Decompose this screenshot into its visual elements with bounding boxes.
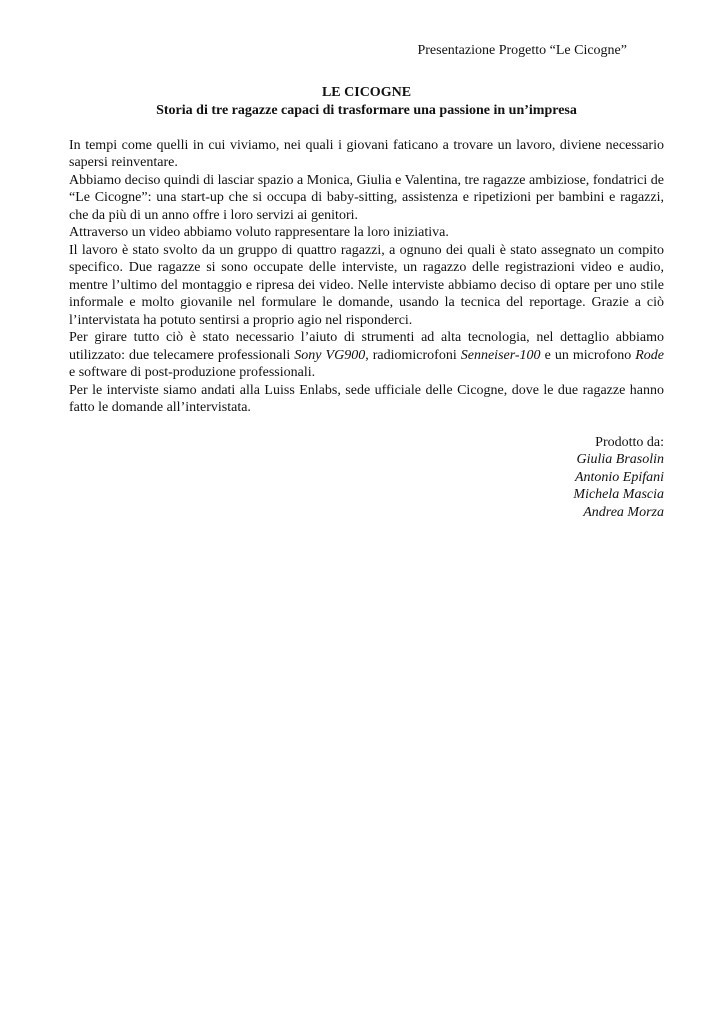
equipment-camera-model: Sony VG900 [294,347,366,363]
paragraph-intro: In tempi come quelli in cui viviamo, nei quali i giovani faticano a trovare un lavoro, diviene necessario sapersi reinventare. [69,137,664,170]
equipment-text-a: Per girare tutto ciò è stato necessario l’aiuto di strumenti ad alta tecnologia, nel dettaglio abbiamo utilizzato: due telecamere professionali [69,330,664,363]
credits-block [69,434,664,522]
paragraph-location: Per le interviste siamo andati alla Luiss Enlabs, sede ufficiale delle Cicogne, dove le due ragazze hanno fatto le domande all’intervistata. [69,382,664,415]
paragraph-video: Attraverso un video abbiamo voluto rappresentare la loro iniziativa. [69,225,449,240]
equipment-mic-model: Senneiser-100 [460,347,541,363]
equipment-mic-brand: Rode [635,347,665,363]
equipment-text-b: , radiomicrofoni [365,347,461,363]
document-page [69,40,664,521]
document-title: LE CICOGNE [321,84,412,100]
project-header: Presentazione Progetto “Le Cicogne” [417,43,627,58]
credit-name: Antonio Epifani [574,469,664,485]
body-text [69,137,664,417]
paragraph-team: Il lavoro è stato svolto da un gruppo di quattro ragazzi, a ognuno dei quali è stato assegnato un compito specifico. Due ragazze si sono occupate delle interviste, un ragazzo delle registrazioni video e audio, mentre l’ultimo del montaggio e ripresa dei video. Nelle interviste abbiamo deciso di optare per uno stile informale e molto giovanile nel formulare le domande, usando la tecnica del reportage. Grazie a ciò l’intervistata ha potuto sentirsi a proprio agio nel risponderci. [69,242,664,328]
equipment-text-c: e un microfono [540,347,636,363]
paragraph-equipment [69,329,664,382]
credit-name: Giulia Brasolin [576,452,664,467]
credits-label: Prodotto da: [595,434,664,450]
document-subtitle: Storia di tre ragazze capaci di trasformare una passione in un’impresa [156,102,577,118]
paragraph-founders: Abbiamo deciso quindi di lasciar spazio a Monica, Giulia e Valentina, tre ragazze ambiziose, fondatrici de “Le Cicogne”: una start-up che si occupa di baby-sitting, assistenza e ripetizioni per bambini e ragazzi, che da più di un anno offre i loro servizi ai genitori. [69,172,664,223]
credit-name: Andrea Morza [583,504,664,520]
equipment-text-d: e software di post-produzione professionali. [69,365,316,380]
credit-name: Michela Mascia [573,487,664,502]
